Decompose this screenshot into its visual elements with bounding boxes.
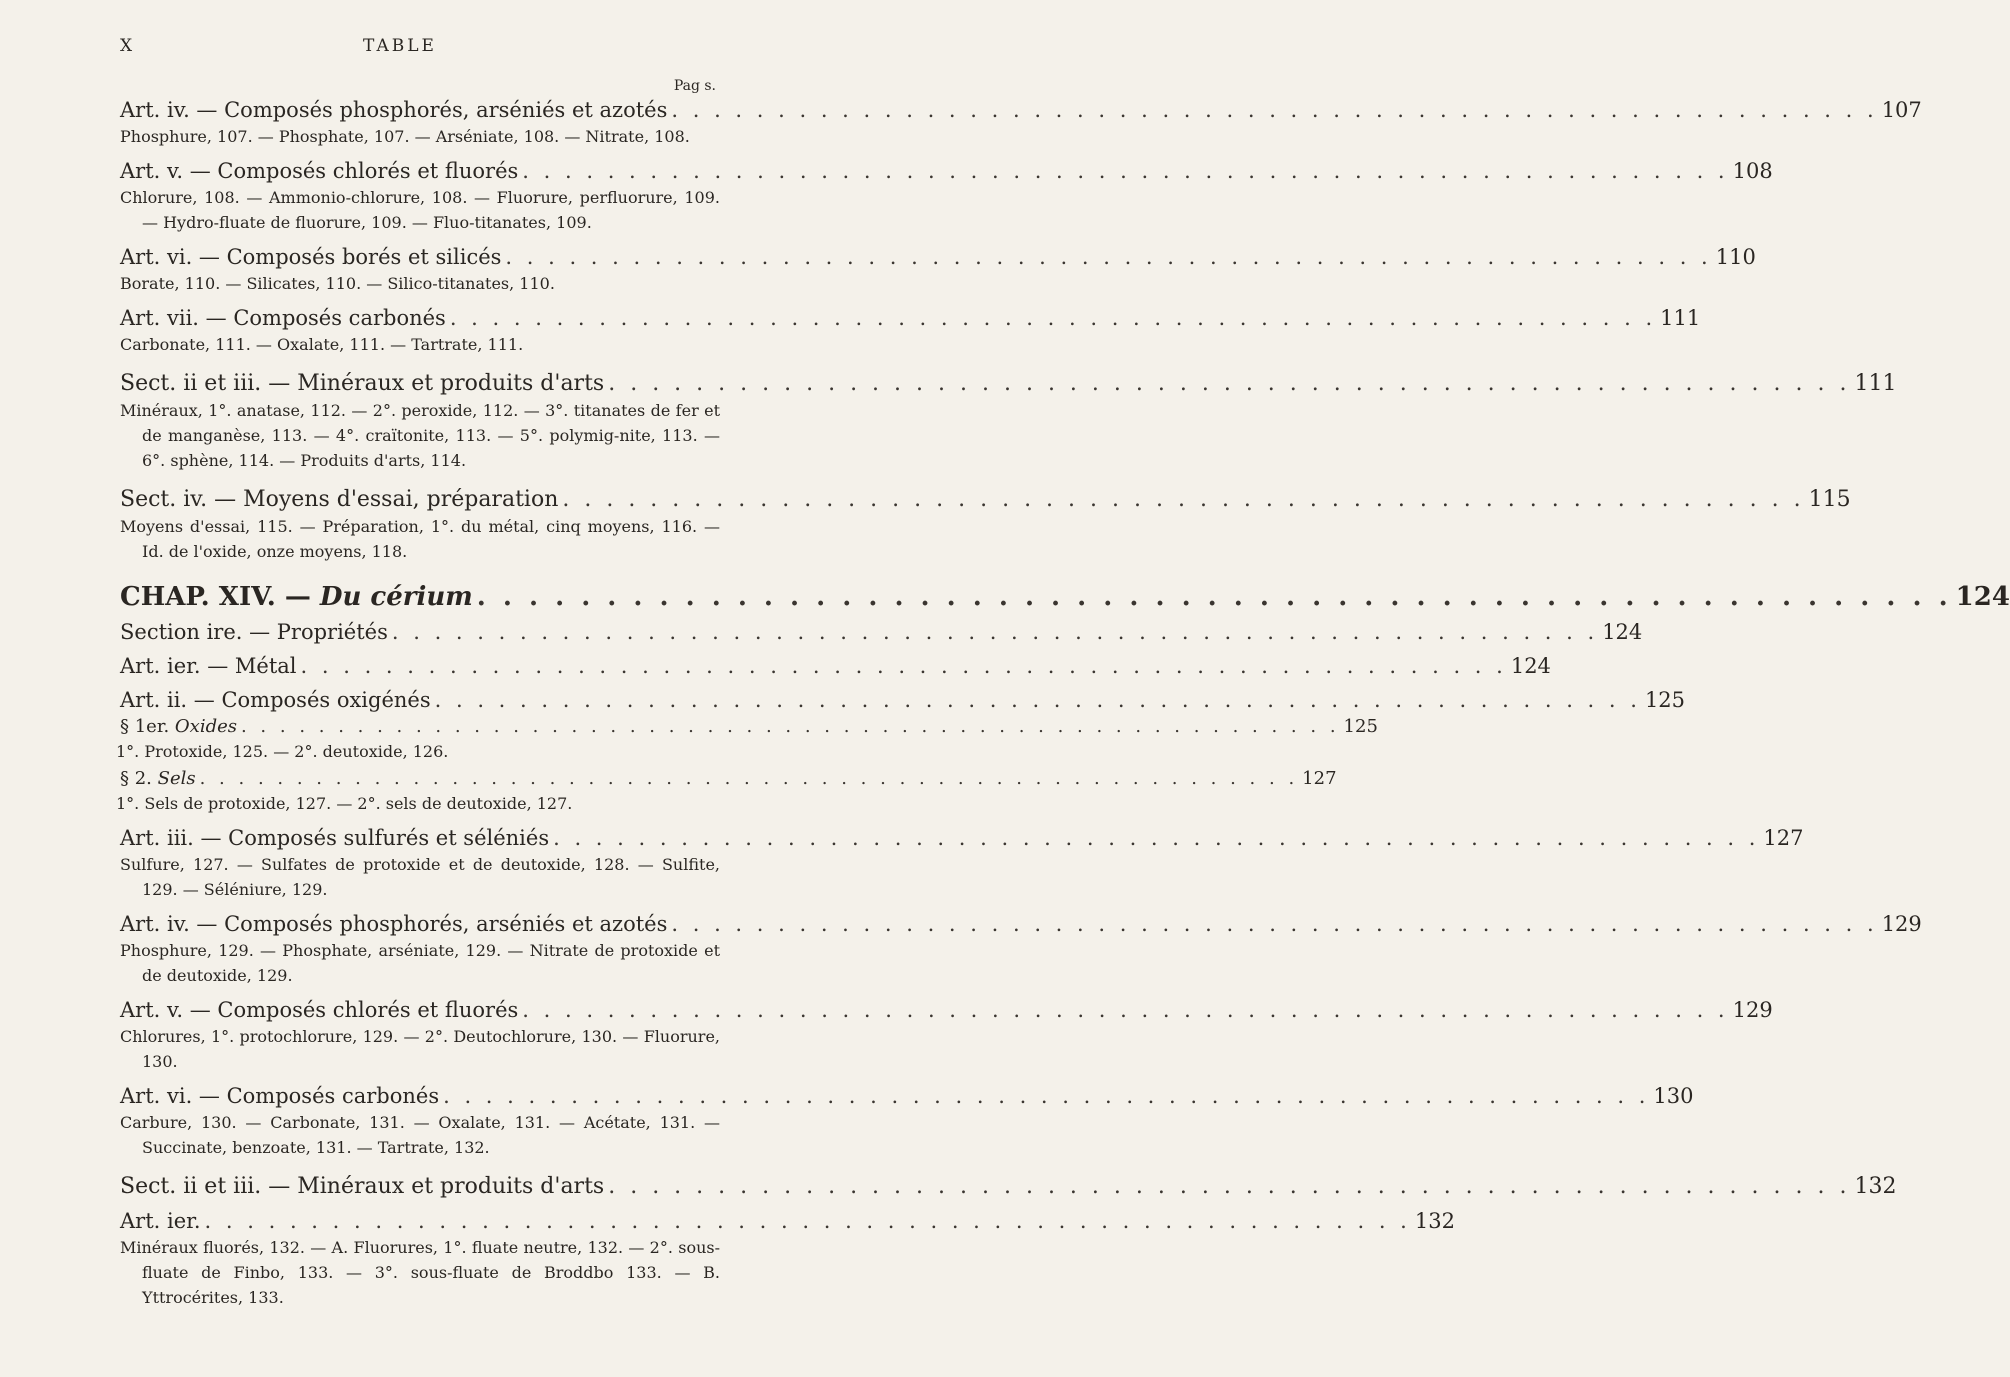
dot-leader: . . . . . . . . . . . . . . . . . . . . . . . . . . . . . . . . . . . . . . . . . . . . . . . . . . . . . . . . .: [443, 1084, 1650, 1108]
dot-leader: . . . . . . . . . . . . . . . . . . . . . . . . . . . . . . . . . . . . . . . . . . . . . . . . . . . . . . . . .: [391, 620, 1599, 644]
entry-description: Sulfure, 127. — Sulfates de protoxide et de deutoxide, 128. — Sulfite, 129. — Séléniure, 129.: [120, 855, 720, 899]
toc-entry-sect: [120, 371, 1897, 396]
entry-label: Art. iv. — Composés phosphorés, arséniés et azotés: [120, 912, 668, 936]
toc-entry-art: [120, 826, 1804, 850]
dot-leader: . . . . . . . . . . . . . . . . . . . . . . . . . . . . . . . . . . . . . . . . . . . . . . . . . . . . . . . . .: [204, 1209, 1411, 1233]
entry-label: Section ire. — Propriétés: [120, 620, 388, 644]
toc-entry-art: [120, 159, 1773, 183]
entry-page-number: 111: [1854, 371, 1897, 396]
entry-page-number: 132: [1414, 1209, 1455, 1233]
toc-entry-para: [120, 716, 1378, 737]
entry-label: Art. vi. — Composés carbonés: [120, 1084, 440, 1108]
toc-entry-sect: [120, 1174, 1897, 1199]
entry-page-number: 124: [1510, 654, 1551, 678]
table-of-contents: [116, 78, 2010, 1310]
dot-leader: . . . . . . . . . . . . . . . . . . . . . . . . . . . . . . . . . . . . . . . . . . . . . . . . . . . . . . . . .: [671, 98, 1878, 122]
entry-label: Art. vi. — Composés borés et silicés: [120, 245, 502, 269]
toc-entry-chap: [120, 582, 2010, 612]
entry-label: Art. ier. — Métal: [120, 654, 297, 678]
entry-description: Phosphure, 129. — Phosphate, arséniate, 129. — Nitrate de protoxide et de deutoxide, 129.: [120, 941, 720, 985]
dot-leader: . . . . . . . . . . . . . . . . . . . . . . . . . . . . . . . . . . . . . . . . . . . . . . . . . . . . . . . . .: [562, 487, 1805, 512]
entry-description: Borate, 110. — Silicates, 110. — Silico-titanates, 110.: [120, 274, 555, 293]
entry-label: Sect. iv. — Moyens d'essai, préparation: [120, 487, 559, 512]
entry-page-number: 107: [1881, 98, 1922, 122]
entry-label: Art. iv. — Composés phosphorés, arséniés et azotés: [120, 98, 668, 122]
toc-entry-art: [120, 912, 1922, 936]
dot-leader: . . . . . . . . . . . . . . . . . . . . . . . . . . . . . . . . . . . . . . . . . . . . . . . . . . . . . . . . .: [434, 688, 1641, 712]
entry-page-number: 115: [1808, 487, 1851, 512]
toc-entry-para: [120, 768, 1337, 789]
entry-description: Minéraux fluorés, 132. — A. Fluorures, 1°. fluate neutre, 132. — 2°. sous-fluate de Finbo, 133. — 3°. sous-fluate de Broddbo 133. — B. Yttrocérites, 133.: [120, 1238, 720, 1307]
entry-page-number: 125: [1644, 688, 1686, 712]
entry-page-number: 132: [1854, 1174, 1897, 1199]
entry-description: Carbure, 130. — Carbonate, 131. — Oxalate, 131. — Acétate, 131. — Succinate, benzoate, 131. — Tartrate, 132.: [120, 1113, 720, 1157]
entry-label-prefix: § 2.: [120, 768, 158, 789]
entry-description: Chlorures, 1°. protochlorure, 129. — 2°. Deutochlorure, 130. — Fluorure, 130.: [120, 1027, 720, 1071]
toc-entry-art: [120, 1084, 1694, 1108]
pages-column-label: Pag s.: [673, 78, 716, 94]
toc-entry-sect: [120, 487, 1851, 512]
entry-page-number: 124: [1602, 620, 1643, 644]
entry-label: [120, 582, 473, 612]
entry-description: Moyens d'essai, 115. — Préparation, 1°. du métal, cinq moyens, 116. — Id. de l'oxide, onze moyens, 118.: [120, 517, 720, 561]
entry-page-number: 129: [1881, 912, 1922, 936]
entry-page-number: 124: [1955, 582, 2010, 612]
entry-label: Art. v. — Composés chlorés et fluorés: [120, 159, 519, 183]
entry-page-number: 111: [1660, 306, 1701, 330]
toc-entry-art: [120, 245, 1756, 269]
entry-page-number: 129: [1732, 998, 1773, 1022]
entry-description: Carbonate, 111. — Oxalate, 111. — Tartrate, 111.: [120, 335, 524, 354]
entry-label-prefix: § 1er.: [120, 716, 175, 737]
entry-page-number: 127: [1302, 768, 1337, 789]
entry-label: Art. ier.: [120, 1209, 201, 1233]
entry-page-number: 127: [1763, 826, 1804, 850]
entry-description: 1°. Sels de protoxide, 127. — 2°. sels de deutoxide, 127.: [116, 794, 573, 813]
entry-page-number: 108: [1732, 159, 1773, 183]
dot-leader: . . . . . . . . . . . . . . . . . . . . . . . . . . . . . . . . . . . . . . . . . . . . . . . . . . . . . . . . .: [608, 371, 1851, 396]
page-header: [0, 36, 800, 60]
toc-entry-art: [120, 306, 1701, 330]
entry-page-number: 110: [1715, 245, 1756, 269]
entry-page-number: 130: [1653, 1084, 1694, 1108]
entry-description: Chlorure, 108. — Ammonio-chlorure, 108. — Fluorure, perfluorure, 109. — Hydro-fluate de fluorure, 109. — Fluo-titanates, 109.: [120, 188, 720, 232]
entry-label: [120, 716, 237, 737]
entry-label: Art. vii. — Composés carbonés: [120, 306, 446, 330]
toc-entry-section: [120, 620, 1643, 644]
running-title: TABLE: [363, 36, 437, 56]
dot-leader: . . . . . . . . . . . . . . . . . . . . . . . . . . . . . . . . . . . . . . . . . . . . . . . . . . . . . . . . .: [671, 912, 1878, 936]
entry-page-number: 125: [1343, 716, 1378, 737]
dot-leader: . . . . . . . . . . . . . . . . . . . . . . . . . . . . . . . . . . . . . . . . . . . . . . . . . . . . . . . . .: [608, 1174, 1851, 1199]
toc-entry-art: [120, 998, 1773, 1022]
entry-label: Art. ii. — Composés oxigénés: [120, 688, 431, 712]
entry-label-italic: Du cérium: [319, 582, 473, 612]
dot-leader: . . . . . . . . . . . . . . . . . . . . . . . . . . . . . . . . . . . . . . . . . . . . . . . . . . . . . . . . .: [449, 306, 1657, 330]
toc-entry-art: [120, 1209, 1455, 1233]
toc-entry-art: [120, 688, 1686, 712]
dot-leader: . . . . . . . . . . . . . . . . . . . . . . . . . . . . . . . . . . . . . . . . . . . . . . . . . . . . . . . . .: [522, 159, 1729, 183]
dot-leader: . . . . . . . . . . . . . . . . . . . . . . . . . . . . . . . . . . . . . . . . . . . . . . . . . . . . . . . . .: [240, 716, 1340, 737]
entry-description: Minéraux, 1°. anatase, 112. — 2°. peroxide, 112. — 3°. titanates de fer et de manganèse, 113. — 4°. craïtonite, 113. — 5°. polymig-nite, 113. — 6°. sphène, 114. — Produits d'arts, 114.: [120, 401, 720, 470]
entry-label-italic: Oxides: [174, 716, 237, 737]
entry-description: 1°. Protoxide, 125. — 2°. deutoxide, 126.: [116, 742, 449, 761]
toc-entry-art: [120, 654, 1551, 678]
entry-label-italic: Sels: [157, 768, 196, 789]
entry-label: [120, 768, 196, 789]
toc-entry-art: [120, 98, 1922, 122]
entry-label-prefix: CHAP. XIV. —: [120, 582, 320, 612]
dot-leader: . . . . . . . . . . . . . . . . . . . . . . . . . . . . . . . . . . . . . . . . . . . . . . . . . . . . . . . . .: [476, 582, 1952, 612]
dot-leader: . . . . . . . . . . . . . . . . . . . . . . . . . . . . . . . . . . . . . . . . . . . . . . . . . . . . . . . . .: [199, 768, 1299, 789]
dot-leader: . . . . . . . . . . . . . . . . . . . . . . . . . . . . . . . . . . . . . . . . . . . . . . . . . . . . . . . . .: [505, 245, 1712, 269]
page-number: X: [120, 36, 134, 56]
dot-leader: . . . . . . . . . . . . . . . . . . . . . . . . . . . . . . . . . . . . . . . . . . . . . . . . . . . . . . . . .: [300, 654, 1507, 678]
entry-label: Sect. ii et iii. — Minéraux et produits d'arts: [120, 371, 605, 396]
entry-description: Phosphure, 107. — Phosphate, 107. — Arséniate, 108. — Nitrate, 108.: [120, 127, 690, 146]
dot-leader: . . . . . . . . . . . . . . . . . . . . . . . . . . . . . . . . . . . . . . . . . . . . . . . . . . . . . . . . .: [522, 998, 1729, 1022]
dot-leader: . . . . . . . . . . . . . . . . . . . . . . . . . . . . . . . . . . . . . . . . . . . . . . . . . . . . . . . . .: [553, 826, 1760, 850]
entry-label: Art. v. — Composés chlorés et fluorés: [120, 998, 519, 1022]
entry-label: Sect. ii et iii. — Minéraux et produits d'arts: [120, 1174, 605, 1199]
entry-label: Art. iii. — Composés sulfurés et séléniés: [120, 826, 550, 850]
